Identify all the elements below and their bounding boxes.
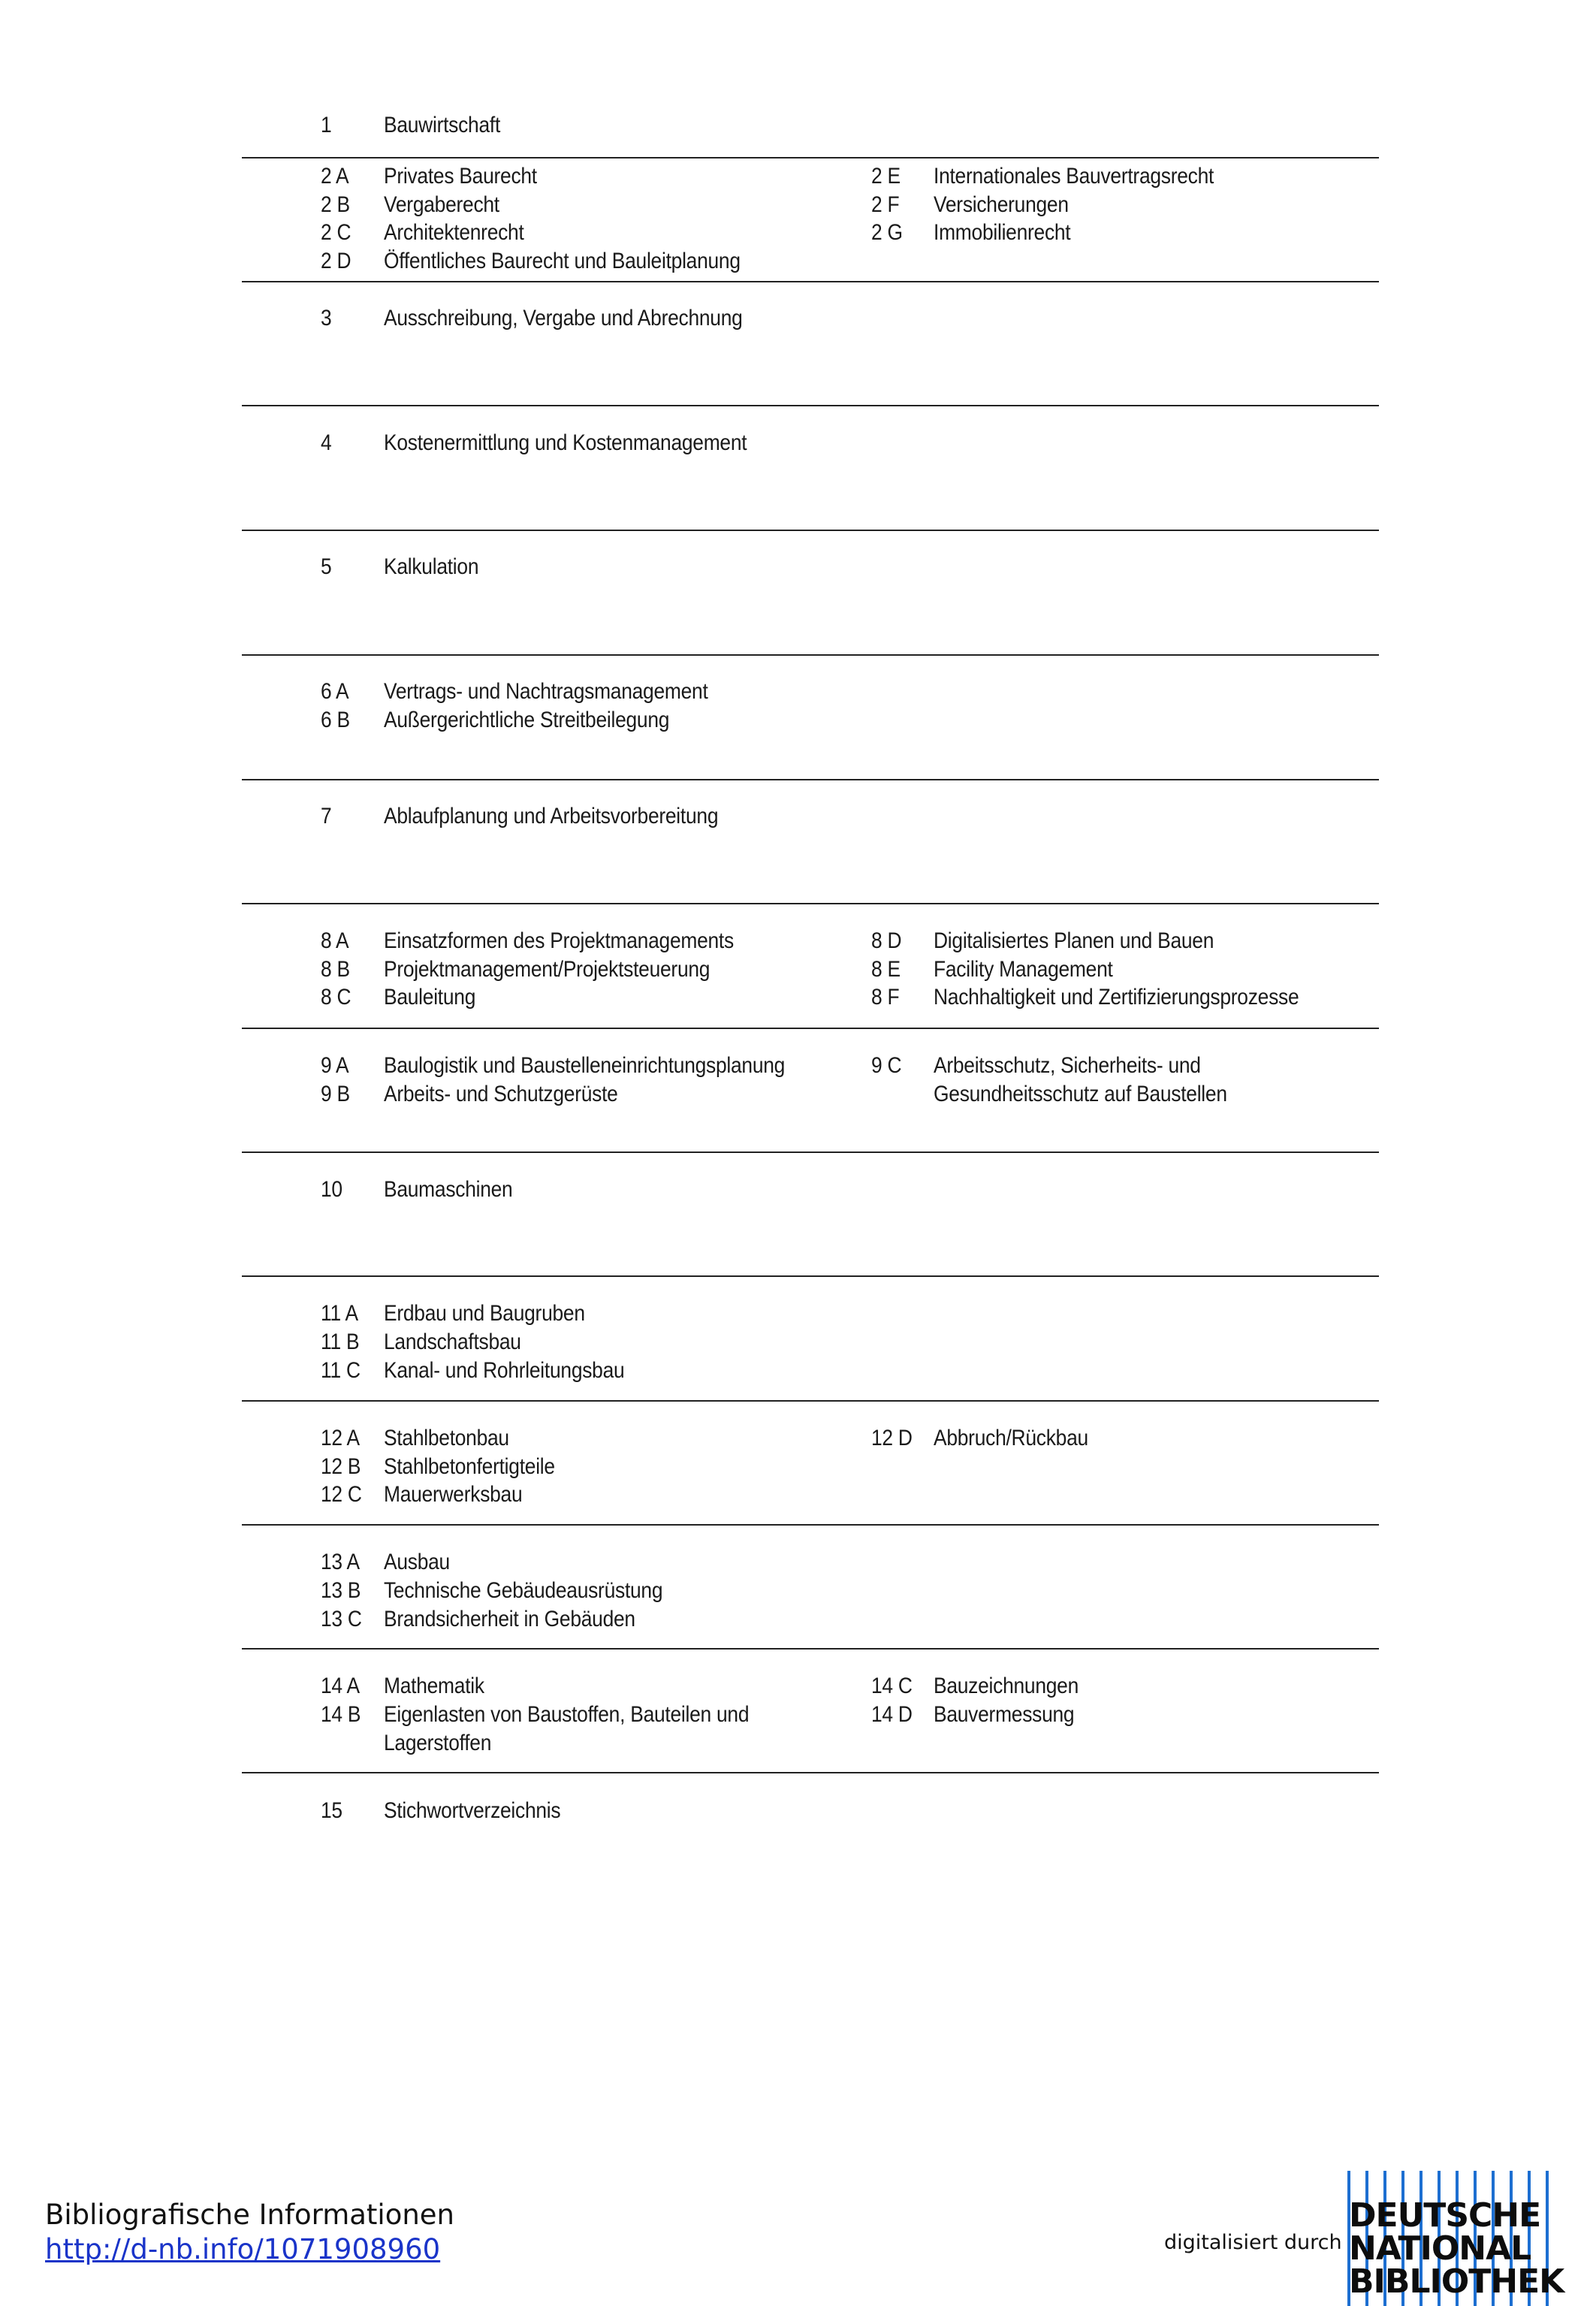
chapter-title: Stahlbetonbau bbox=[384, 1426, 509, 1450]
chapter-title: Baulogistik und Baustelleneinrichtungsplanung bbox=[384, 1053, 786, 1078]
chapter-number: 5 bbox=[321, 554, 332, 579]
chapter-title: Ablaufplanung und Arbeitsvorbereitung bbox=[384, 804, 719, 829]
chapter-number: 8 B bbox=[321, 957, 350, 982]
chapter-title: Landschaftsbau bbox=[384, 1330, 521, 1354]
chapter-title: Nachhaltigkeit und Zertifizierungsprozesse bbox=[934, 985, 1299, 1010]
chapter-title: Internationales Bauvertragsrecht bbox=[934, 164, 1214, 189]
chapter-title: Baumaschinen bbox=[384, 1177, 513, 1202]
chapter-title: Bauleitung bbox=[384, 985, 476, 1010]
bibliographic-info-label: Bibliografische Informationen bbox=[45, 2199, 455, 2231]
chapter-title: Facility Management bbox=[934, 957, 1113, 982]
chapter-title: Mauerwerksbau bbox=[384, 1482, 523, 1507]
chapter-number: 9 A bbox=[321, 1053, 349, 1078]
dnb-logo bbox=[1343, 2171, 1564, 2306]
chapter-title: Kanal- und Rohrleitungsbau bbox=[384, 1358, 625, 1383]
section-divider bbox=[242, 530, 1379, 531]
section-divider bbox=[242, 1648, 1379, 1650]
chapter-number: 12 D bbox=[871, 1426, 913, 1450]
chapter-title: Arbeitsschutz, Sicherheits- und Gesundheitsschutz auf Baustellen bbox=[934, 1053, 1227, 1106]
chapter-number: 11 B bbox=[321, 1330, 360, 1354]
chapter-title: Architektenrecht bbox=[384, 220, 524, 245]
dnb-logo-line-2: NATIONAL bbox=[1349, 2229, 1531, 2268]
chapter-title: Versicherungen bbox=[934, 192, 1069, 217]
chapter-title: Technische Gebäudeausrüstung bbox=[384, 1578, 663, 1603]
section-divider bbox=[242, 1151, 1379, 1153]
chapter-number: 12 C bbox=[321, 1482, 362, 1507]
chapter-title: Immobilienrecht bbox=[934, 220, 1071, 245]
chapter-number: 3 bbox=[321, 306, 332, 331]
chapter-title: Abbruch/Rückbau bbox=[934, 1426, 1088, 1450]
chapter-number: 2 C bbox=[321, 220, 351, 245]
chapter-number: 9 B bbox=[321, 1082, 350, 1106]
section-divider bbox=[242, 405, 1379, 406]
chapter-title: Digitalisiertes Planen und Bauen bbox=[934, 928, 1214, 953]
chapter-title: Bauwirtschaft bbox=[384, 113, 501, 137]
chapter-number: 1 bbox=[321, 113, 332, 137]
chapter-title: Kalkulation bbox=[384, 554, 479, 579]
chapter-title: Arbeits- und Schutzgerüste bbox=[384, 1082, 618, 1106]
chapter-number: 8 A bbox=[321, 928, 349, 953]
dnb-logo-line-3: BIBLIOTHEK bbox=[1349, 2262, 1564, 2301]
chapter-number: 4 bbox=[321, 430, 332, 455]
chapter-title: Bauzeichnungen bbox=[934, 1674, 1079, 1698]
chapter-title: Einsatzformen des Projektmanagements bbox=[384, 928, 734, 953]
chapter-number: 10 bbox=[321, 1177, 342, 1202]
chapter-number: 8 F bbox=[871, 985, 900, 1010]
chapter-title: Erdbau und Baugruben bbox=[384, 1301, 585, 1326]
chapter-number: 8 C bbox=[321, 985, 351, 1010]
section-divider bbox=[242, 1772, 1379, 1773]
bibliographic-info-link[interactable]: http://d-nb.info/1071908960 bbox=[45, 2233, 441, 2265]
section-divider bbox=[242, 1400, 1379, 1402]
chapter-number: 11 A bbox=[321, 1301, 358, 1326]
chapter-number: 2 A bbox=[321, 164, 349, 189]
chapter-number: 13 B bbox=[321, 1578, 361, 1603]
chapter-number: 6 A bbox=[321, 679, 349, 704]
section-divider bbox=[242, 654, 1379, 656]
section-divider bbox=[242, 281, 1379, 282]
chapter-number: 2 E bbox=[871, 164, 901, 189]
chapter-number: 12 A bbox=[321, 1426, 360, 1450]
chapter-number: 7 bbox=[321, 804, 332, 829]
chapter-number: 2 F bbox=[871, 192, 900, 217]
chapter-title: Bauvermessung bbox=[934, 1702, 1075, 1727]
chapter-title: Vertrags- und Nachtragsmanagement bbox=[384, 679, 708, 704]
chapter-title: Privates Baurecht bbox=[384, 164, 537, 189]
chapter-title: Stahlbetonfertigteile bbox=[384, 1454, 555, 1479]
dnb-logo-line-1: DEUTSCHE bbox=[1349, 2196, 1541, 2235]
chapter-title: Ausschreibung, Vergabe und Abrechnung bbox=[384, 306, 743, 331]
digitized-by-label: digitalisiert durch bbox=[1164, 2231, 1342, 2254]
chapter-number: 13 A bbox=[321, 1550, 360, 1574]
chapter-title: Öffentliches Baurecht und Bauleitplanung bbox=[384, 249, 741, 273]
bibliographic-info bbox=[45, 2198, 454, 2267]
chapter-title: Mathematik bbox=[384, 1674, 484, 1698]
chapter-number: 14 A bbox=[321, 1674, 360, 1698]
chapter-title: Projektmanagement/Projektsteuerung bbox=[384, 957, 711, 982]
chapter-number: 14 D bbox=[871, 1702, 913, 1727]
chapter-number: 2 B bbox=[321, 192, 350, 217]
chapter-number: 8 E bbox=[871, 957, 901, 982]
chapter-number: 15 bbox=[321, 1798, 342, 1823]
chapter-number: 12 B bbox=[321, 1454, 361, 1479]
chapter-number: 6 B bbox=[321, 708, 350, 732]
chapter-title: Außergerichtliche Streitbeilegung bbox=[384, 708, 670, 732]
chapter-number: 2 G bbox=[871, 220, 903, 245]
chapter-title: Eigenlasten von Baustoffen, Bauteilen und Lagerstoffen bbox=[384, 1702, 750, 1755]
section-divider bbox=[242, 1275, 1379, 1277]
chapter-title: Brandsicherheit in Gebäuden bbox=[384, 1607, 635, 1631]
chapter-number: 11 C bbox=[321, 1358, 361, 1383]
chapter-number: 2 D bbox=[321, 249, 351, 273]
section-divider bbox=[242, 157, 1379, 158]
section-divider bbox=[242, 903, 1379, 904]
chapter-title: Stichwortverzeichnis bbox=[384, 1798, 561, 1823]
section-divider bbox=[242, 779, 1379, 780]
chapter-title: Vergaberecht bbox=[384, 192, 499, 217]
chapter-title: Kostenermittlung und Kostenmanagement bbox=[384, 430, 747, 455]
chapter-title: Ausbau bbox=[384, 1550, 450, 1574]
chapter-number: 14 B bbox=[321, 1702, 361, 1727]
chapter-number: 14 C bbox=[871, 1674, 913, 1698]
chapter-number: 9 C bbox=[871, 1053, 902, 1078]
chapter-number: 8 D bbox=[871, 928, 902, 953]
section-divider bbox=[242, 1524, 1379, 1526]
section-divider bbox=[242, 1028, 1379, 1029]
chapter-number: 13 C bbox=[321, 1607, 362, 1631]
